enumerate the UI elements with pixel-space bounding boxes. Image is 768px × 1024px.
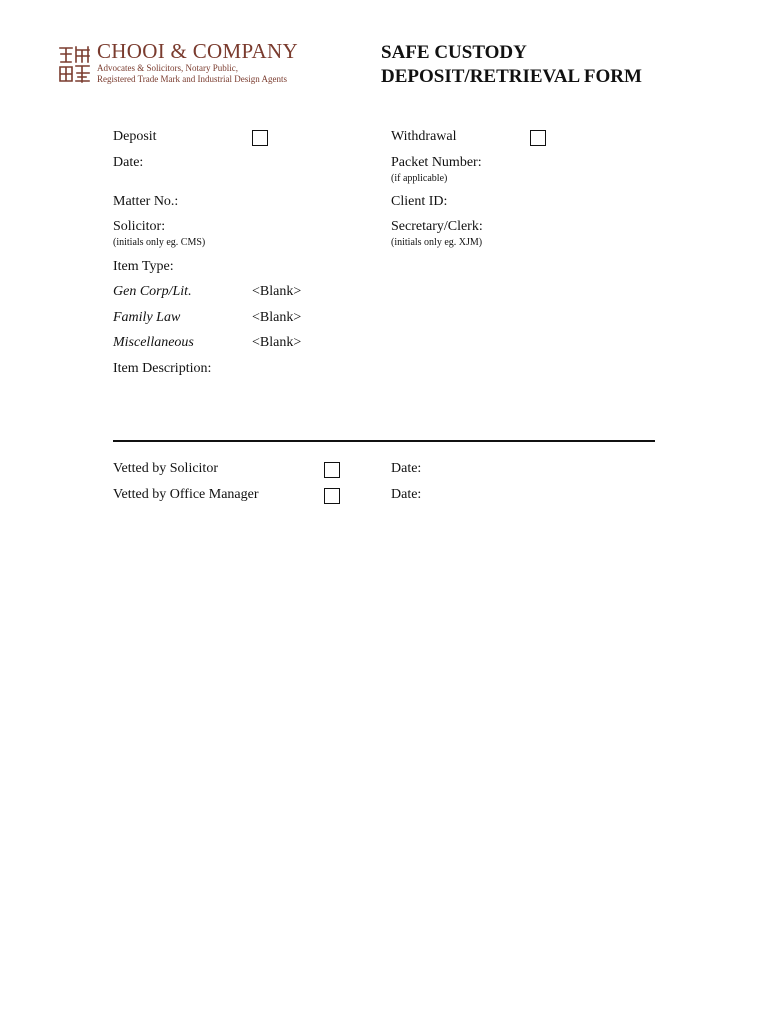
- item-type-family-law-label: Family Law: [113, 310, 181, 325]
- form-title-line-1: SAFE CUSTODY: [381, 42, 527, 63]
- company-subtitle-line-2: Registered Trade Mark and Industrial Design Agents: [97, 74, 287, 84]
- form-title: [381, 41, 642, 89]
- item-type-miscellaneous-field[interactable]: <Blank>: [252, 335, 302, 350]
- matter-no-label: Matter No.:: [113, 194, 179, 209]
- secretary-clerk-label: Secretary/Clerk:: [391, 219, 483, 234]
- withdrawal-label: Withdrawal: [391, 129, 457, 144]
- item-type-label: Item Type:: [113, 259, 174, 274]
- company-subtitle: [97, 63, 287, 85]
- withdrawal-checkbox[interactable]: [530, 130, 546, 146]
- company-subtitle-line-1: Advocates & Solicitors, Notary Public,: [97, 63, 238, 73]
- solicitor-label: Solicitor:: [113, 219, 166, 234]
- company-name: CHOOI & COMPANY: [97, 39, 298, 63]
- vetted-solicitor-date-label: Date:: [391, 461, 422, 476]
- item-type-gen-corp-label: Gen Corp/Lit.: [113, 284, 192, 299]
- section-divider: [113, 440, 655, 442]
- item-type-family-law-field[interactable]: <Blank>: [252, 310, 302, 325]
- item-description-label: Item Description:: [113, 361, 212, 376]
- item-type-gen-corp-field[interactable]: <Blank>: [252, 284, 302, 299]
- packet-number-label: Packet Number:: [391, 155, 482, 170]
- client-id-label: Client ID:: [391, 194, 448, 209]
- company-logo-icon: [58, 44, 92, 84]
- packet-number-note: (if applicable): [391, 173, 448, 184]
- vetted-by-solicitor-label: Vetted by Solicitor: [113, 461, 218, 476]
- vetted-by-solicitor-checkbox[interactable]: [324, 462, 340, 478]
- solicitor-note: (initials only eg. CMS): [113, 237, 206, 248]
- date-label: Date:: [113, 155, 144, 170]
- vetted-office-manager-date-label: Date:: [391, 487, 422, 502]
- deposit-checkbox[interactable]: [252, 130, 268, 146]
- vetted-by-office-manager-label: Vetted by Office Manager: [113, 487, 259, 502]
- form-title-line-2: DEPOSIT/RETRIEVAL FORM: [381, 66, 642, 87]
- item-type-miscellaneous-label: Miscellaneous: [113, 335, 194, 350]
- vetted-by-office-manager-checkbox[interactable]: [324, 488, 340, 504]
- deposit-label: Deposit: [113, 129, 157, 144]
- secretary-clerk-note: (initials only eg. XJM): [391, 237, 483, 248]
